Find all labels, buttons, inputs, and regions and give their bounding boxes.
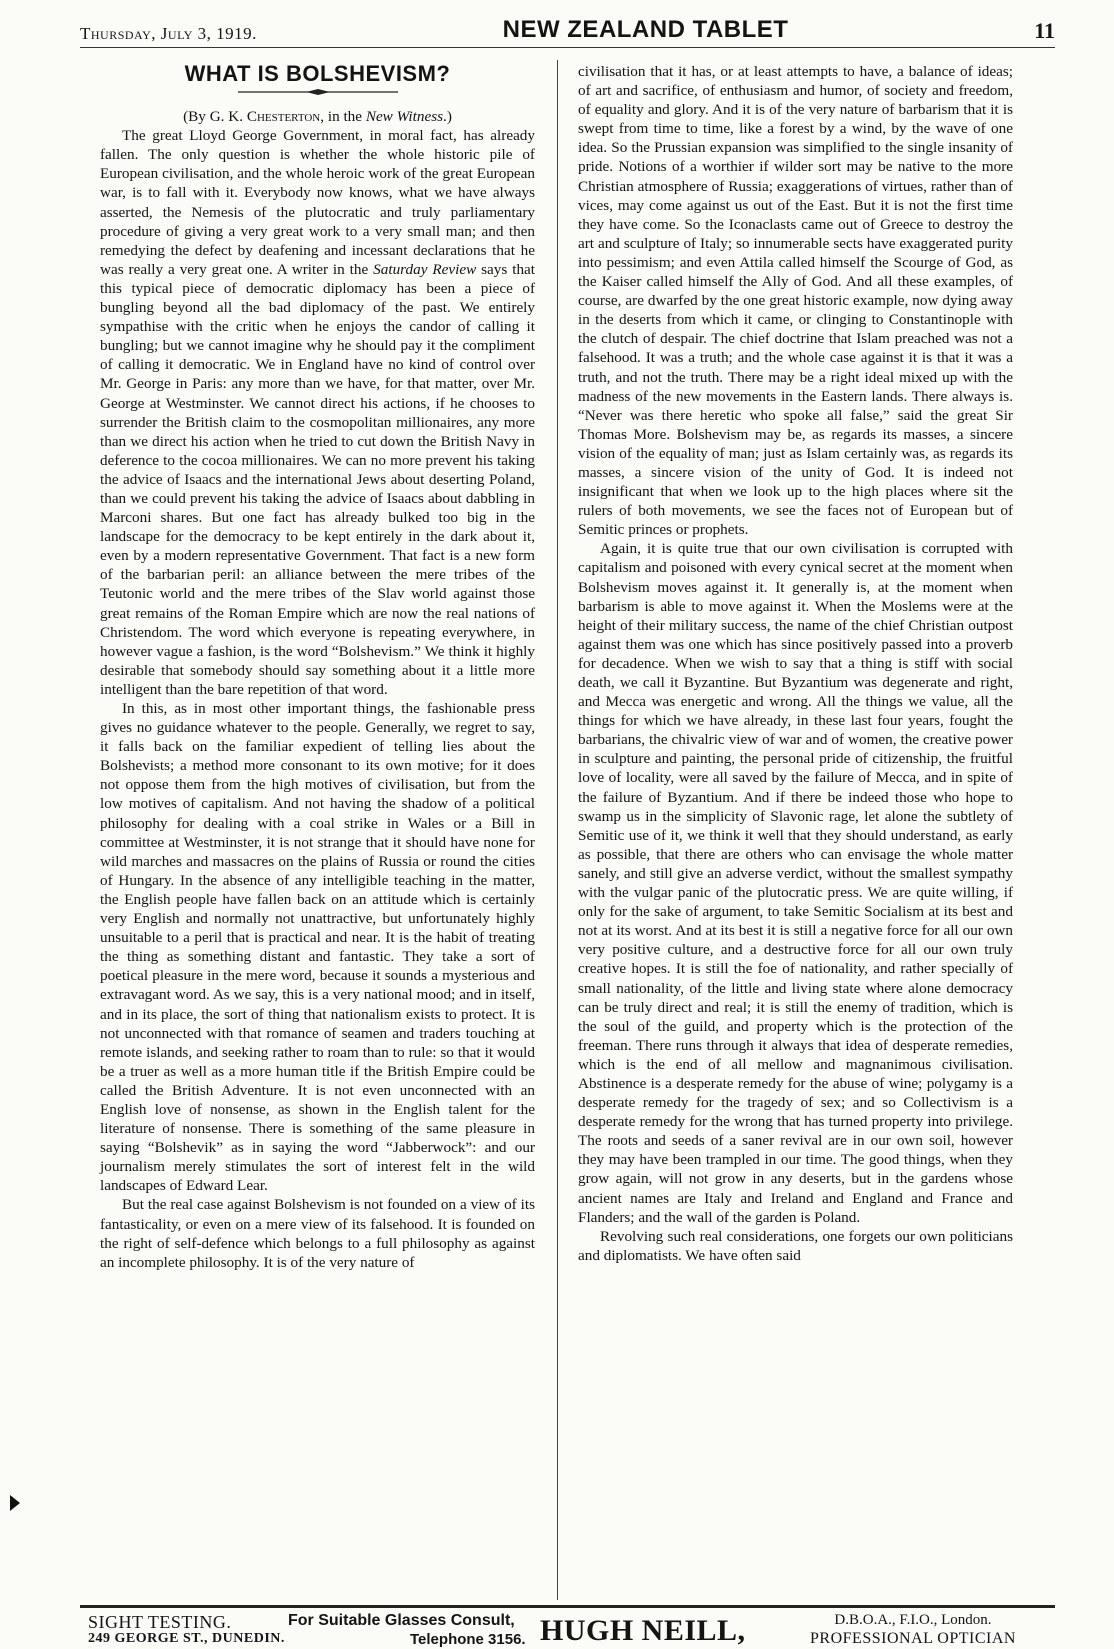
paragraph-1-text-a: The great Lloyd George Government, in moral fact, has already fallen. The only question is whether the whole historic pile of European civilisation, and the whole heroic work of the great European war, is to fall with it. Everybody now knows, what we have always asserted, the Nemesis of the plutocratic and truly parliamentary procedure of giving a very great work to a very small man; and then remedying the defect by deafening and incessant declarations that he was really a very great one. A writer in the [100,127,535,278]
byline-author: Chesterton [246,108,321,126]
advertisement-footer [88,1612,1048,1648]
ad-sight-testing: SIGHT TESTING. [88,1612,232,1632]
margin-pointer-icon [10,1495,20,1511]
ornament-rule-icon [238,87,398,97]
column-divider [557,60,558,1600]
paragraph-4: Again, it is quite true that our own civilisation is corrupted with capitalism and poisoned with every cynical secret at the moment when Bolshevism moves against it. It generally is, at the moment when barbarism is able to move against it. When the Moslems were at the height of their military success, the name of the chief Christian outpost against them was one which has since positively passed into a proverb for decadence. When we wish to say that a thing is stiff with social death, we call it Byzantine. But Byzantium was degenerate and right, and Mecca was energetic and wrong. All the things we value, all the things for which we have already, in these last four years, fought the barbarians, the chivalric view of war and of women, the creative power in sculpture and painting, the personal pride of citizenship, the fruitful love of locality, were all saved by the failure of Mecca, and in spite of the failure of Byzantium. And if there be indeed those who hope to swamp us in the simplicity of Slavonic rage, let alone the subtlety of Semitic use of it, we think it well that they should understand, as early as possible, that there are others who can envisage the whole matter sanely, and still give an adverse verdict, without the smallest sympathy with the vulgar panic of the plutocratic press. We are quite willing, if only for the sake of argument, to take Semitic Socialism at its best and not at its worst. And at its best it is still a negative force for all our own very positive culture, and a destructive force for all our own truly creative hopes. It is still the foe of nationality, and rather specially of small nationality, of the little and living state where alone democracy can be truly direct and real; it is still the enemy of tradition, which is the soul of the guild, and property which is the protection of the freeman. There runs through it always that idea of desperate remedies, which is the end of all mellow and magnanimous civilisation. Abstinence is a desperate remedy for the abuse of wine; polygamy is a desperate remedy for the tragedy of sex; and so Collectivism is a desperate remedy for the wrong that has turned property into privilege. The roots and seeds of a saner revival are in our own soil, however they may have been trampled in our time. The good things, when they grow again, will not grow in any deserts, but in the gardens whose ancient names are Italy and Ireland and England and France and Flanders; and the wall of the garden is Poland. [578,540,1013,1226]
article-column-right [578,62,1013,1265]
paragraph-1 [100,126,535,699]
page-number: 11 [1034,18,1055,43]
ad-credentials: D.B.O.A., F.I.O., London. [834,1612,992,1628]
ad-profession: PROFESSIONAL OPTICIAN [810,1630,1016,1647]
ad-consult-line: For Suitable Glasses Consult, [288,1612,515,1629]
article-title: WHAT IS BOLSHEVISM? [184,61,451,86]
paragraph-3-continued: civilisation that it has, or at least attempts to have, a balance of ideas; of art and sacrifice, of enthusiasm and humor, of society and freedom, of equality and glory. And it is of the very nature of barbarism that it is swept from time to time, like a forest by a wind, by the wave of one idea. So the Prussian expansion was simplified to the single insanity of pride. Notions of a worthier if wilder sort may be native to the more Christian atmosphere of Russia; exaggerations of virtues, rather than of vices, may come against us out of the East. But it is not the first time they have come. So the Iconaclasts came out of Greece to destroy the art and sculpture of Italy; so innumerable sects have exaggerated purity into pessimism; and even Attila called himself the Scourge of God, as the Kaiser called himself the Ally of God. And all these examples, of course, are dwarfed by the one great historic example, now dying away in the deserts from which it came, or clinging to Constantinople with the clutch of despair. The chief doctrine that Islam preached was not a falsehood. It was a truth; and the whole case against it is that it was a truth, and not the truth. There may be a right ideal mixed up with the madness of the new movements in the Eastern lands. There always is. “Never was there heretic who spoke all false,” said the great Sir Thomas More. Bolshevism may be, as regards its masses, a sincere vision of the equality of man; just as Islam certainly was, as regards its masses, a sincere vision of the unity of God. It is indeed not insignificant that when we look up to the high places where sit the rulers of both movements, we see the faces not of European but of Semitic princes or prophets. [578,63,1013,539]
masthead: NEW ZEALAND TABLET [502,16,789,43]
paragraph-1-source: Saturday Review [373,260,477,278]
byline-source: New Witness [365,108,444,126]
ad-telephone: Telephone 3156. [410,1631,526,1648]
ad-address: 249 GEORGE ST., DUNEDIN. [88,1631,285,1646]
paragraph-3: But the real case against Bolshevism is not founded on a view of its fantasticality, or even on a mere view of its falsehood. It is founded on the right of self-defence which belongs to a full philosophy as against an incomplete philosophy. It is of the very nature of [100,1196,535,1271]
paragraph-5: Revolving such real considerations, one forgets our own politicians and diplomatists. We have often said [578,1227,1013,1264]
article-byline [100,107,535,126]
title-ornament-rule [238,87,398,97]
issue-date: Thursday, July 3, 1919. [80,24,257,43]
footer-rule [80,1605,1055,1608]
page-header [80,14,1055,44]
byline-prefix: (By G. K. [183,108,247,126]
header-rule [80,47,1055,48]
paragraph-1-text-b: says that this typical piece of democratic diplomacy has been a piece of bungling beyond all the bad diplomacy of the past. We entirely sympathise with the critic when he enjoys the candor of calling it bungling; but we cannot imagine why he should pay it the compliment of calling it democratic. We in England have no kind of control over Mr. George in Paris: any more than we have, for that matter, over Mr. George at Westminster. We cannot direct his actions, if he chooses to surrender the British claim to the cosmopolitan millionaires, any more than we direct his action when he tried to cut down the British Navy in deference to the cocoa millionaires. We can no more prevent his taking the advice of Isaacs and the international Jews about deserting Poland, than we could prevent his taking the advice of Isaacs about dabbling in Marconi shares. But one fact has already bulked too big in the landscape for the democracy to be kept entirely in the dark about it, even by a modern representative Government. That fact is a new form of the barbarian peril: an alliance between the mere tribes of the Teutonic world and the mere tribes of the Slav world against those great remains of the Roman Empire which are now the real nations of Christendom. The word which everyone is repeating everywhere, in however vague a fashion, is the word “Bolshevism.” We think it highly desirable that somebody should say something about it a little more intelligent than the bare repetition of that word. [100,260,535,698]
article-column-left [100,62,535,1272]
paragraph-2: In this, as in most other important things, the fashionable press gives no guidance whatever to the people. Generally, we regret to say, it falls back on the familiar expedient of telling lies about the Bolshevists; a method more consonant to its own motive; for it does not oppose them from the high motives of civilisation, but from the low motives of capitalism. And not having the shadow of a political philosophy for dealing with a coal strike in Wales or a Bill in committee at Westminster, it is not strange that it should have none for wild marches and massacres on the plains of Russia or round the cities of Hungary. In the absence of any intelligible teaching in the matter, the English people have fallen back on an attitude which is certainly very English and normally not unattractive, but unfortunately highly unsuitable to a peril that is practical and near. It is the habit of treating the thing as something distant and fantastic. They take a sort of poetical pleasure in the mere word, because it sounds a mysterious and extravagant word. As we say, this is a very national mood; and in itself, and in its place, the sort of thing that nationalism exists to protect. It is not unconnected with that romance of seamen and traders touching at remote islands, and seeking rather to roam than to rule: so that it would be a truer as well as a more human title if the British Empire could be called the British Adventure. It is not even unconnected with an English love of nonsense, as shown in the English talent for the literature of nonsense. There is something of the same pleasure in saying “Bolshevik” as in saying the word “Jabberwock”: and our journalism merely stimulates the sort of interest felt in the wild landscapes of Edward Lear. [100,700,535,1195]
ad-brand-name: HUGH NEILL, [540,1614,746,1647]
byline-middle: , in the [320,108,366,126]
byline-suffix: .) [443,108,452,126]
